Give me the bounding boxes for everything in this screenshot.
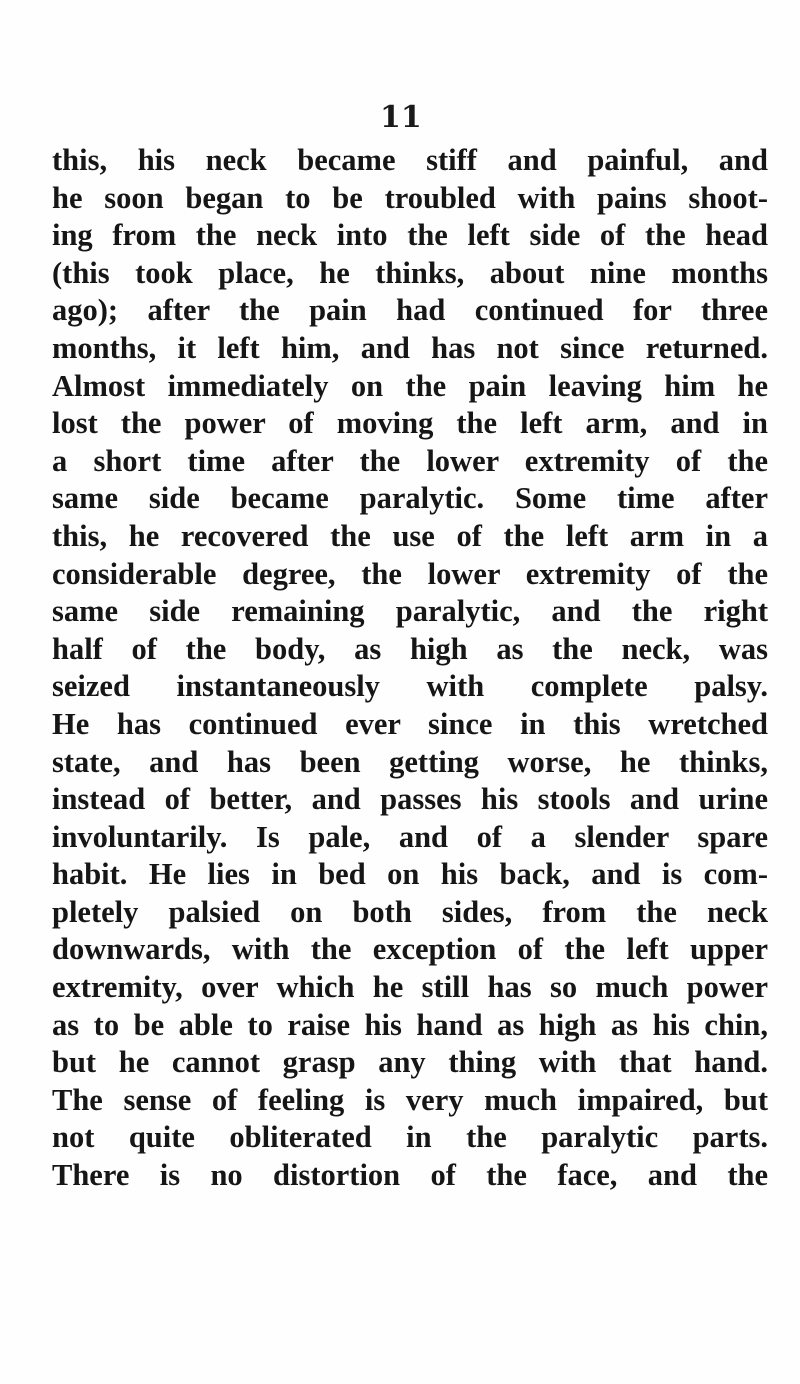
text-line: a short time after the lower extremity of the [52, 443, 768, 478]
text-line: same side remaining paralytic, and the right [52, 594, 768, 629]
text-line: he soon began to be troubled with pains shoot- [52, 180, 768, 215]
text-line: There is no distortion of the face, and the [52, 1158, 768, 1193]
text-line: extremity, over which he still has so much power [52, 970, 768, 1005]
text-line: He has continued ever since in this wretched [52, 706, 768, 741]
text-line: but he cannot grasp any thing with that hand. [52, 1045, 768, 1080]
text-line: habit. He lies in bed on his back, and is com- [52, 857, 768, 892]
text-line: involuntarily. Is pale, and of a slender spare [52, 819, 768, 854]
page-number: 11 [380, 100, 422, 135]
text-line: months, it left him, and has not since returned. [52, 330, 768, 365]
text-line: seized instantaneously with complete palsy. [52, 669, 768, 704]
text-line: ing from the neck into the left side of the head [52, 218, 768, 253]
text-line: considerable degree, the lower extremity of the [52, 556, 768, 591]
text-line: not quite obliterated in the paralytic parts. [52, 1120, 768, 1155]
text-line: half of the body, as high as the neck, was [52, 631, 768, 666]
text-line: lost the power of moving the left arm, and in [52, 406, 768, 441]
text-line: The sense of feeling is very much impaired, but [52, 1082, 768, 1117]
text-line: Almost immediately on the pain leaving him he [52, 368, 768, 403]
text-line: instead of better, and passes his stools and urine [52, 782, 768, 817]
text-line: (this took place, he thinks, about nine months [52, 255, 768, 290]
text-line: same side became paralytic. Some time after [52, 481, 768, 516]
text-line: this, his neck became stiff and painful, and [52, 143, 768, 177]
text-line: state, and has been getting worse, he thinks, [52, 744, 768, 779]
text-line: ago); after the pain had continued for three [52, 293, 768, 328]
text-line: as to be able to raise his hand as high as his chin, [52, 1007, 768, 1042]
text-line: this, he recovered the use of the left arm in a [52, 518, 768, 553]
body-text [52, 142, 768, 1195]
text-line: downwards, with the exception of the left upper [52, 932, 768, 967]
text-line: pletely palsied on both sides, from the neck [52, 894, 768, 929]
